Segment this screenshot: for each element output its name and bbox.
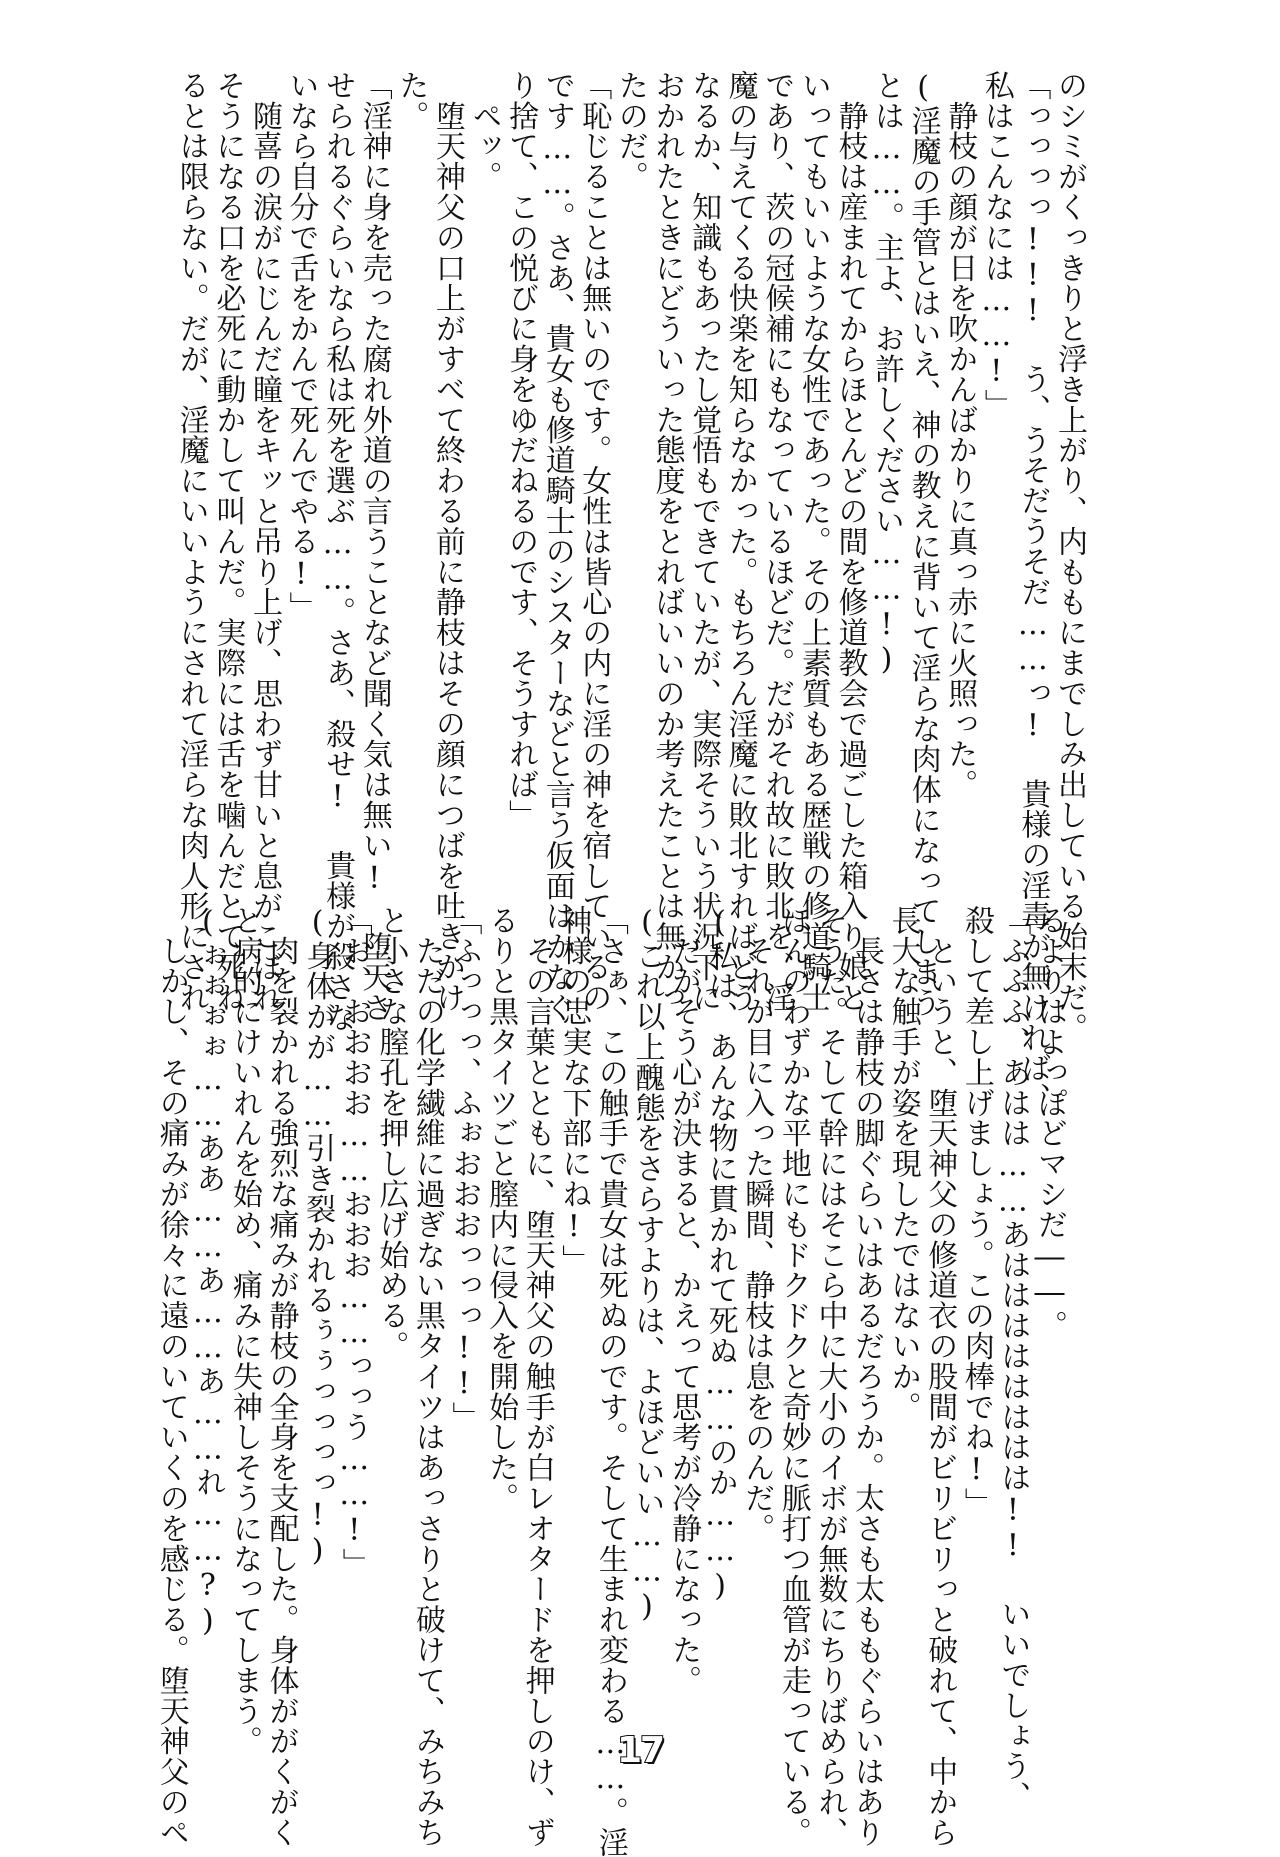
text-line: 魔の与えてくる快楽を知らなかった。もちろん淫魔に敗北すればどう [722, 70, 758, 1013]
text-line: そうだ。そして幹にはそこら中に大小のイボが無数にちりばめられ、 [812, 905, 848, 1848]
text-line: るりと黒タイツごと膣内に侵入を開始した。 [483, 905, 519, 1513]
text-line: おかれたときにどういった態度をとればいいのか考えたことは無かっ [649, 70, 685, 1013]
text-line: ほんのわずかな平地にもドクドクと奇妙に脈打つ血管が走っている。 [775, 905, 811, 1848]
text-line: しかし、その痛みが徐々に遠のいていくのを感じる。堕天神父のペ [153, 905, 189, 1848]
text-line: 「お、おおおお……おおお……っっう……!」 [336, 905, 372, 1579]
text-line: 私はこんなには……!」 [978, 70, 1014, 420]
text-line: るよりはよっぽどマシだ――。 [1032, 905, 1067, 1341]
text-line: 随喜の涙がにじんだ瞳をキッと吊り上げ、思わず甘いと息がこぼれ [246, 70, 282, 1013]
text-line: それが目に入った瞬間、静枝は息をのんだ。 [739, 905, 775, 1544]
text-line: です……。さあ、貴女も修道騎士のシスターなどと言う仮面はかなぐ [539, 70, 575, 1023]
text-line: 堕天神父の口上がすべて終わる前に静枝はその顔につばを吐きかけ [429, 70, 465, 1013]
text-line: るとは限らない。だが、淫魔にいいようにされて淫らな肉人形にされ [173, 70, 209, 1013]
text-line: いなら自分で舌をかんで死んでやる!」 [283, 70, 319, 623]
text-line: とは……。主よ、お許しください……!) [869, 70, 905, 678]
text-line: なるか、知識もあったし覚悟もできていたが、実際そういう状況下に [686, 70, 722, 1013]
text-line: (ぉぉぉぉ……ああ……あ……あ……れ……?) [190, 905, 226, 1639]
text-line: (これ以上醜態をさらすよりは、よほどいい……) [629, 905, 665, 1625]
text-line: 長大な触手が姿を現したではないか。 [885, 905, 921, 1422]
text-line: た。 [393, 70, 429, 131]
text-line: 長さは静枝の脚ぐらいはあるだろうか。太さも太ももぐらいはあり [849, 905, 885, 1848]
text-line: であり、茨の冠候補にもなっているほどだ。だがそれ故に敗北を、淫 [759, 70, 795, 1013]
text-line: そうになる口を必死に動かして叫んだ。実際には舌を噛んだとて死ね [210, 70, 246, 1013]
text-line: と病的にけいれんを始め、痛みに失神しそうになってしまう。 [226, 905, 262, 1757]
text-line: ペッ。 [466, 70, 502, 192]
text-line: ただの化学繊維に過ぎない黒タイツはあっさりと破けて、みちみち [409, 905, 445, 1848]
text-line: 静枝の顔が日を吹かんばかりに真っ赤に火照った。 [942, 70, 978, 800]
text-line: 肉を裂かれる強烈な痛みが静枝の全身を支配した。身体ががくがく [263, 905, 299, 1848]
text-line: 神様の忠実な下部にね!」 [556, 905, 592, 1275]
text-line: (身体がが……引き裂かれるぅぅっっっっ!) [300, 905, 336, 1569]
text-line: と小さな膣孔を押し広げ始める。 [373, 905, 409, 1361]
text-line: 「さぁ、この触手で貴女は死ぬのです。そして生まれ変わる……。淫 [592, 905, 628, 1857]
text-line: 静枝は産まれてからほとんどの間を修道教会で過ごした箱入り娘と [832, 70, 868, 1013]
text-line: というと、堕天神父の修道衣の股間がビリビリっと破れて、中から [922, 905, 958, 1848]
text-line: のシミがくっきりと浮き上がり、内ももにまでしみ出している始末だ。 [1052, 70, 1087, 1043]
text-line: (淫魔の手管とはいえ、神の教えに背いて淫らな肉体になってしまう [905, 70, 941, 1018]
text-line: だがそう心が決まると、かえって思考が冷静になった。 [666, 905, 702, 1696]
text-line: せられるぐらいなら私は死を選ぶ……。さあ、殺せ! 貴様が殺さな [320, 70, 356, 1033]
text-line: り捨て、この悦びに身をゆだねるのです、そうすれば」 [503, 70, 539, 830]
text-line: 「ふっっっ、ふぉおおおっっっ!!」 [446, 905, 482, 1432]
text-line: 「淫神に身を売った腐れ外道の言うことなど聞く気は無い! 堕天さ [356, 70, 392, 1023]
text-line: 「っっっっ!!! う、うそだうそだ……っ! 貴様の淫毒が無ければ、 [1015, 70, 1051, 1114]
text-line: 「ふふふ、あはは……あはははははははは!! いいでしょう、 [995, 905, 1031, 1812]
text-line: たのだ。 [612, 70, 648, 192]
page-number: 17 [616, 1730, 664, 1771]
text-line: (私は、あんな物に貫かれて死ぬ……のか……) [702, 905, 738, 1604]
text-line: 「恥じることは無いのです。女性は皆心の内に淫の神を宿しているの [576, 70, 612, 1013]
text-line: その言葉とともに、堕天神父の触手が白レオタードを押しのけ、ず [519, 905, 555, 1848]
text-line: いってもいいような女性であった。その上素質もある歴戦の修道騎士 [795, 70, 831, 1013]
text-line: 殺して差し上げましょう。この肉棒でね!」 [958, 905, 994, 1518]
